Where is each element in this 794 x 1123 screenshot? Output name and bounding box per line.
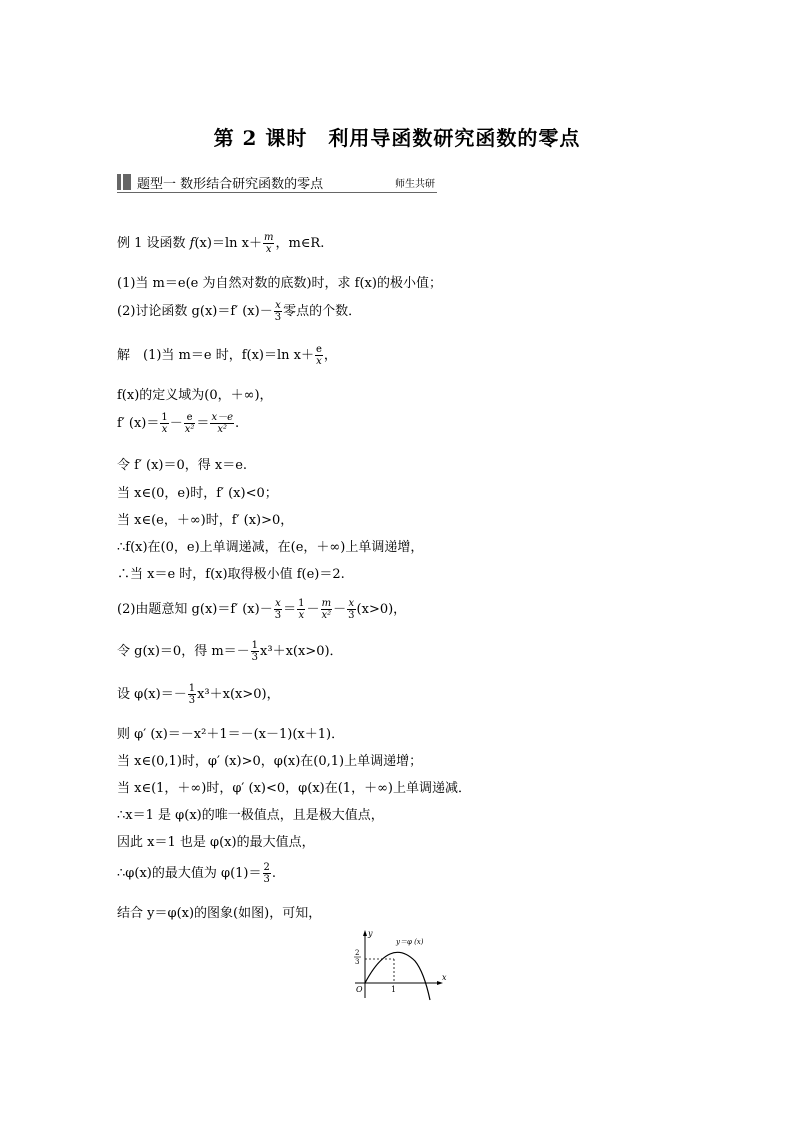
solution-line: ∴x＝1 是 φ(x)的唯一极值点，且是极大值点， bbox=[117, 808, 384, 823]
fraction: $\frac{x}{3}$ bbox=[274, 598, 282, 621]
fraction: $\frac{x}{3}$ bbox=[274, 300, 282, 323]
fraction: $\frac{1}{x}$ bbox=[161, 412, 168, 435]
solution-line: 令 g(x)＝0，得 m＝－ $\frac{1}{3}$ x³＋x(x>0)． bbox=[117, 640, 343, 663]
x-tick-label: 1 bbox=[391, 985, 397, 994]
section-tag: 师生共研 bbox=[395, 179, 435, 190]
solution-line: 则 φ′ (x)＝－x²＋1＝－(x－1)(x＋1)． bbox=[117, 727, 345, 742]
solution-line: 结合 y＝φ(x)的图象(如图)，可知， bbox=[117, 906, 322, 921]
fraction: $\frac{2}{3}$ bbox=[263, 862, 270, 885]
fraction: $\frac{x-e}{\text{x²}}$ bbox=[211, 412, 233, 435]
fraction: $\frac{m}{\text{x²}}$ bbox=[321, 598, 332, 621]
y-axis-arrow-icon bbox=[363, 930, 367, 936]
fraction: $\frac{1}{3}$ bbox=[188, 683, 196, 706]
solution-line: ∴φ(x)的最大值为 φ(1)＝ $\frac{2}{3}$ . bbox=[117, 862, 277, 885]
y-tick-denominator: 3 bbox=[355, 958, 360, 966]
fraction: $\frac{m}{x}$ bbox=[263, 232, 274, 255]
solution-line: 当 x∈(1，＋∞)时，φ′ (x)<0，φ(x)在(1，＋∞)上单调递减． bbox=[117, 781, 471, 796]
fraction: $\frac{1}{3}$ bbox=[251, 640, 259, 663]
solution-line: f(x)的定义域为(0，＋∞)， bbox=[117, 388, 273, 403]
solution-line: 令 f′ (x)＝0，得 x＝e. bbox=[117, 458, 248, 473]
y-tick-numerator: 2 bbox=[355, 949, 360, 957]
solution-line: 当 x∈(e，＋∞)时，f′ (x)>0， bbox=[117, 513, 294, 528]
question-1: (1)当 m＝e(e 为自然对数的底数)时，求 f(x)的极小值； bbox=[117, 276, 442, 291]
solution-line: 设 φ(x)＝－ $\frac{1}{3}$ x³＋x(x>0)， bbox=[117, 683, 280, 706]
question-2: (2)讨论函数 g(x)＝f′ (x)－ $\frac{x}{3}$ 零点的个数． bbox=[117, 300, 362, 323]
section-marker-icon bbox=[117, 174, 131, 190]
solution-line: ∴当 x＝e 时，f(x)取得极小值 f(e)＝2. bbox=[117, 567, 345, 582]
origin-label: O bbox=[356, 985, 363, 994]
y-axis-label: y bbox=[368, 929, 373, 938]
phi-curve bbox=[365, 952, 430, 1000]
solution-line: 因此 x＝1 也是 φ(x)的最大值点， bbox=[117, 835, 315, 850]
solution-line: 解 (1)当 m＝e 时，f(x)＝ln x＋ $\frac{e}{x}$ ， bbox=[117, 344, 337, 367]
fraction: $\frac{e}{x}$ bbox=[315, 344, 322, 367]
example-statement: 例 1 设函数 f(x)＝ln x＋ $\frac{m}{x}$ ，m∈R. bbox=[117, 232, 325, 255]
section-label: 题型一 数形结合研究函数的零点 bbox=[137, 177, 324, 192]
solution-line: 当 x∈(0,1)时，φ′ (x)>0，φ(x)在(0,1)上单调递增； bbox=[117, 754, 423, 769]
fraction: $\frac{1}{x}$ bbox=[298, 598, 305, 621]
page-title: 第 2 课时 利用导函数研究函数的零点 bbox=[213, 126, 581, 150]
curve-label: y＝φ (x) bbox=[396, 938, 424, 946]
solution-line: f′ (x)＝ $\frac{1}{x}$ － $\frac{e}{\text{x²}}$ ＝ $\frac{x-e}{\text{x²}}$ . bbox=[117, 412, 240, 435]
section-header bbox=[117, 172, 437, 193]
fraction: $\frac{e}{\text{x²}}$ bbox=[184, 412, 195, 435]
solution-line: (2)由题意知 g(x)＝f′ (x)－ $\frac{x}{3}$ ＝ $\frac{1}{x}$ － $\frac{m}{\text{x²}}$ － $\frac{x}{3}$ (x>0)， bbox=[117, 598, 407, 621]
solution-line: 当 x∈(0，e)时，f′ (x)<0； bbox=[117, 486, 278, 501]
x-axis-label: x bbox=[442, 973, 447, 982]
fraction: $\frac{x}{3}$ bbox=[348, 598, 355, 621]
solution-line: ∴f(x)在(0，e)上单调递减，在(e，＋∞)上单调递增， bbox=[117, 540, 424, 555]
phi-graph bbox=[340, 928, 450, 1008]
